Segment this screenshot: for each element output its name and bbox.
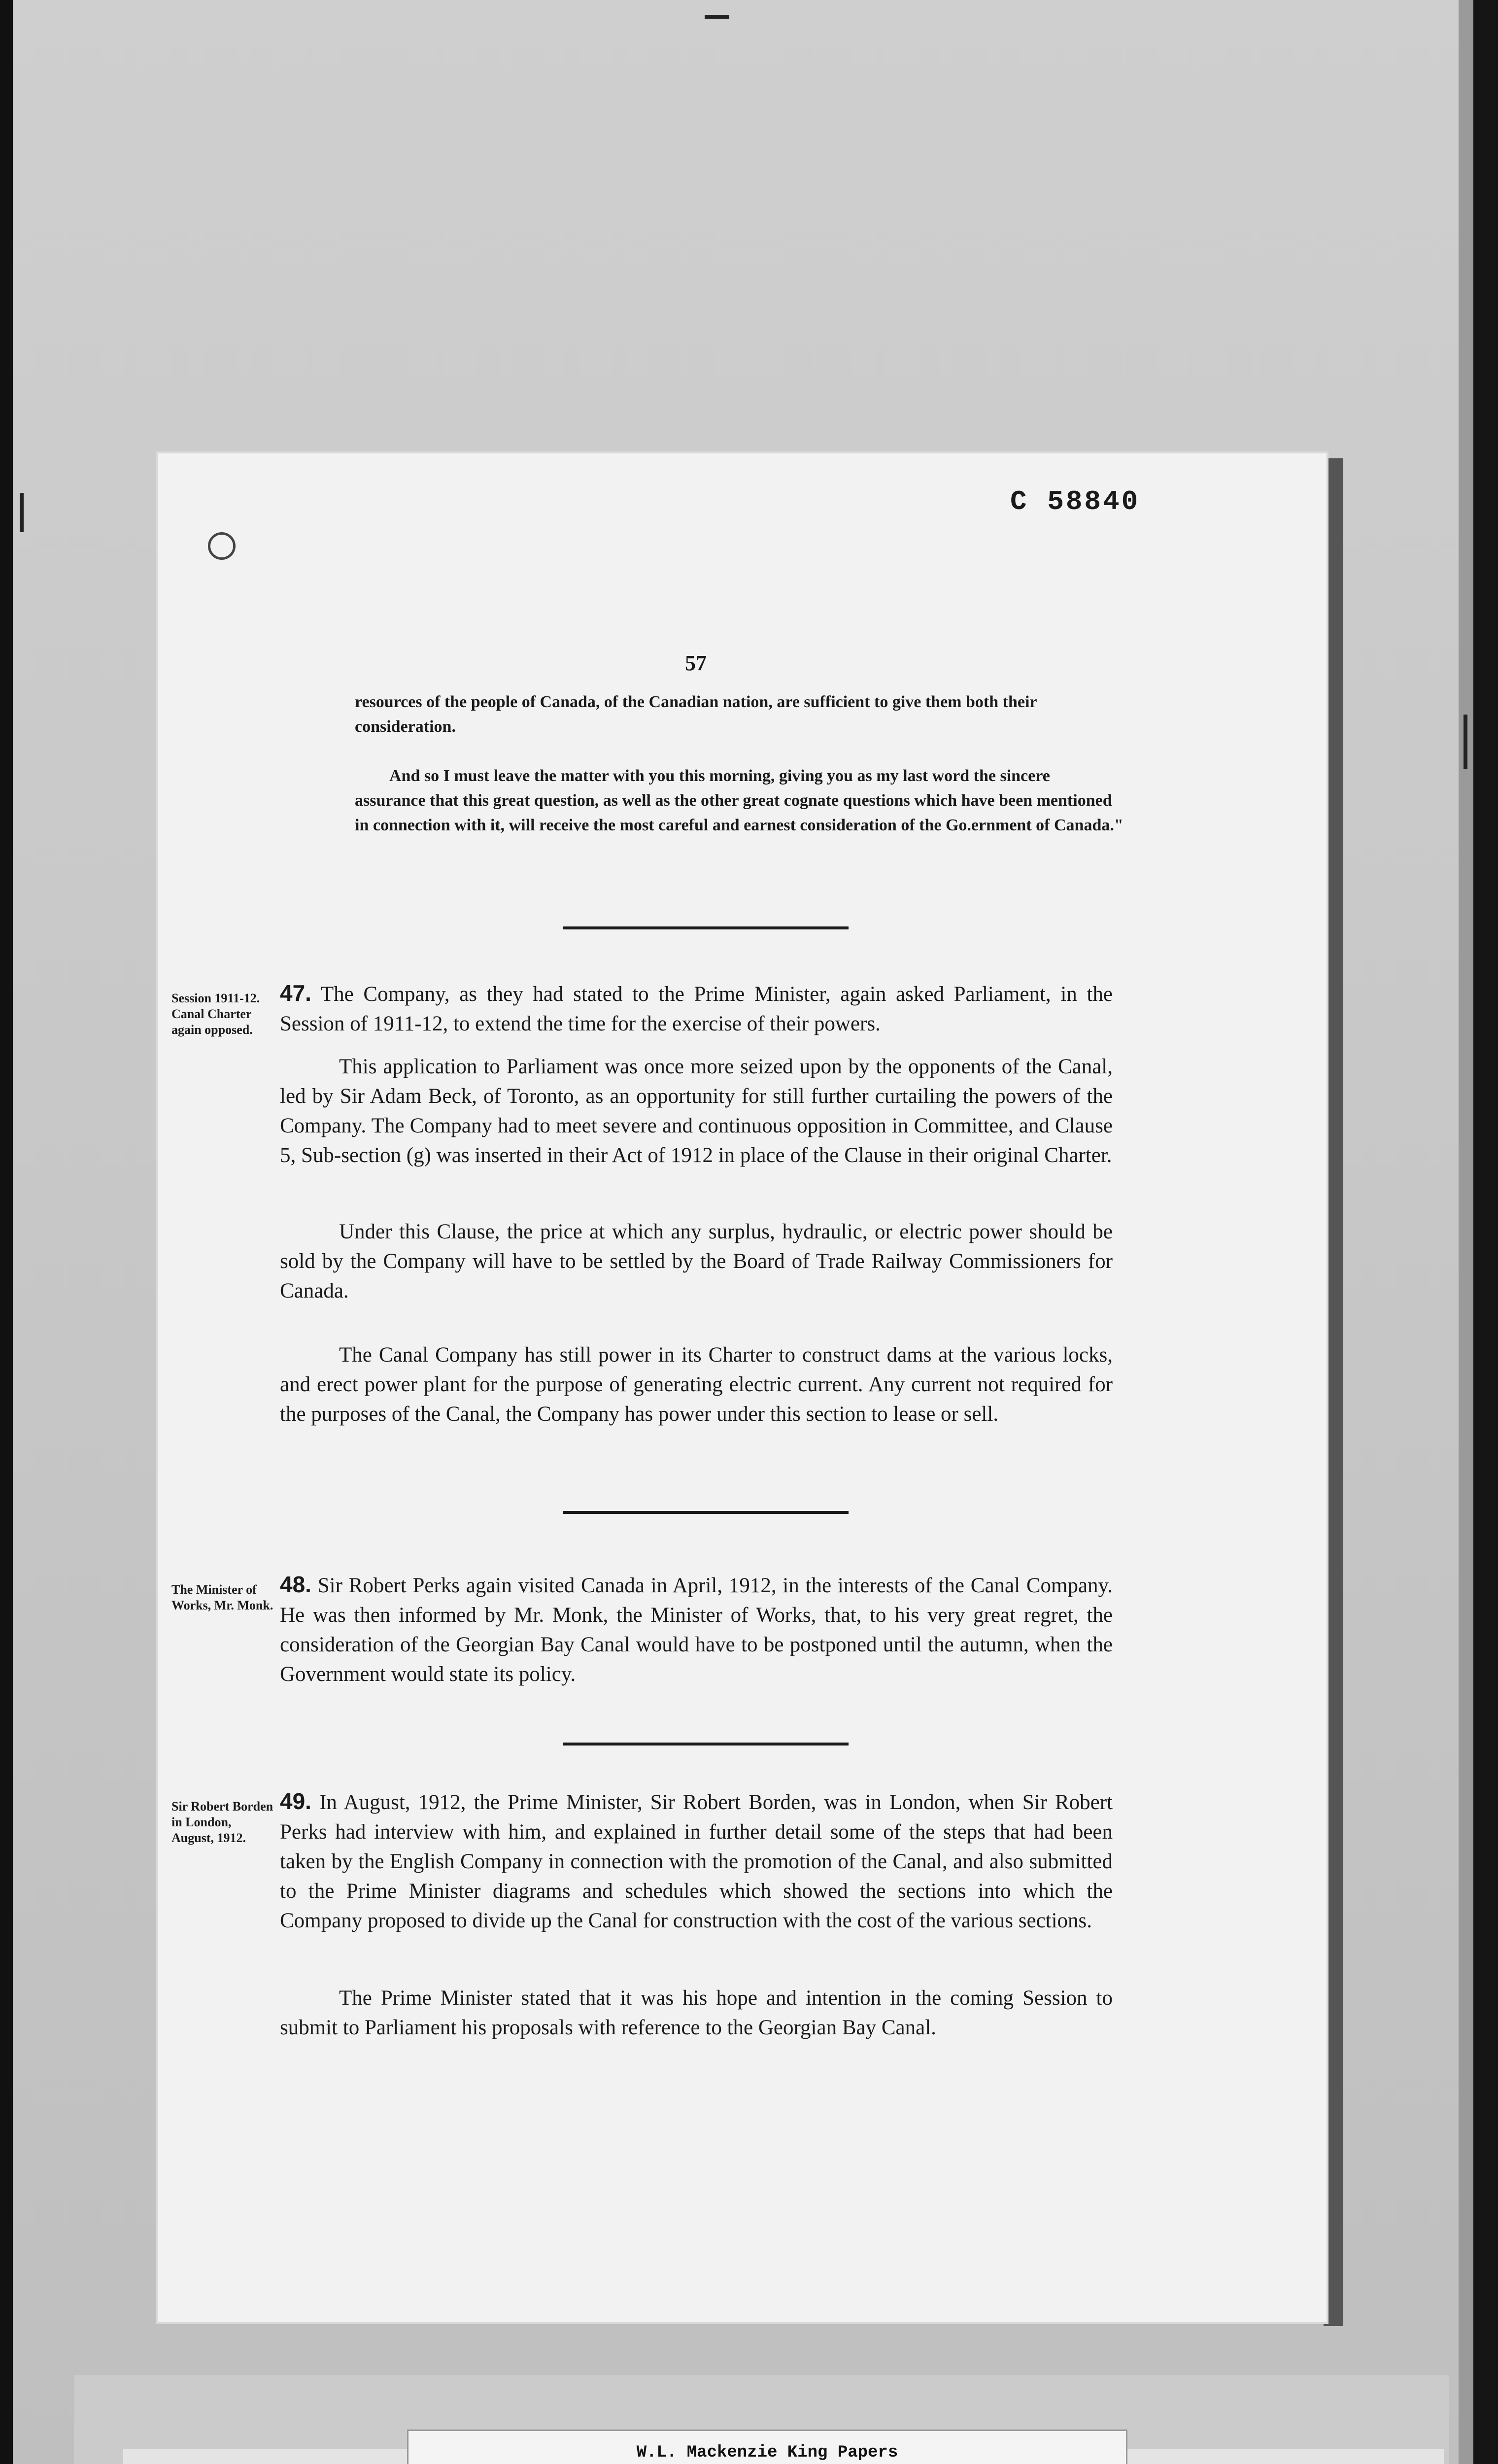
quote-line-2: And so I must leave the matter with you this morning, giving you as my last word the sincere assurance that this great question, as well as the other great cognate questions which have been mentioned in connection with it, will receive the most careful and earnest consideration of the Go.ernment of Canada." [355,767,1124,834]
paragraph: The Prime Minister stated that it was his hope and intention in the coming Session to submit to Parliament his proposals with reference to the Georgian Bay Canal. [280,1986,1113,2039]
section-49-p2 [280,1984,1113,2043]
film-edge-right-gray [1459,0,1473,2464]
margin-note-48: The Minister of Works, Mr. Monk. [171,1582,273,1612]
section-48 [280,1570,1113,1689]
paragraph: In August, 1912, the Prime Minister, Sir Robert Borden, was in London, when Sir Robert Perks had interview with him, and explained in further detail some of the steps that had been taken by the English Company in connection with the promotion of the Canal, and also submitted to the Prime Minister diagrams and schedules which showed the sections into which the Company proposed to divide up the Canal for construction with the cost of the various sections. [280,1791,1113,1932]
paragraph: The Company, as they had stated to the Prime Minister, again asked Parliament, in the Session of 1911-12, to extend the time for the exercise of their powers. [280,983,1113,1035]
quote-line-1: resources of the people of Canada, of the Canadian nation, are sufficient to give them both their consideration. [355,693,1037,736]
quote-block-2 [355,764,1124,838]
quote-block [355,690,1124,739]
film-edge-left [0,0,13,2464]
section-number: 48. [280,1572,311,1597]
section-divider [563,926,849,929]
reference-number: C 58840 [1010,486,1140,517]
archive-label [407,2430,1127,2464]
section-divider [563,1511,849,1514]
section-47 [280,978,1113,1039]
paragraph: The Canal Company has still power in its Charter to construct dams at the various locks, and erect power plant for the purpose of generating electric current. Any current not required for the purposes of the Canal, the Company has power under this section to lease or sell. [280,1343,1113,1426]
section-number: 47. [280,980,311,1006]
film-edge-right [1473,0,1498,2464]
section-47-p2 [280,1052,1113,1170]
film-mark [20,493,24,532]
film-mark [1464,715,1467,769]
archive-label-line-1: W.L. Mackenzie King Papers [636,2443,898,2462]
section-47-p4 [280,1340,1113,1429]
margin-note-47: Session 1911-12. Canal Charter again opposed. [171,991,260,1037]
margin-note-49: Sir Robert Borden in London, August, 1912. [171,1799,273,1845]
paragraph: Sir Robert Perks again visited Canada in April, 1912, in the interests of the Canal Company. He was then informed by Mr. Monk, the Minister of Works, that, to his very great regret, the consideration of the Georgian Bay Canal would have to be postponed until the autumn, when the Government would state its policy. [280,1574,1113,1686]
section-divider [563,1743,849,1745]
paragraph: Under this Clause, the price at which any surplus, hydraulic, or electric power should be sold by the Company will have to be settled by the Board of Trade Railway Commissioners for Canada. [280,1220,1113,1302]
paragraph: This application to Parliament was once more seized upon by the opponents of the Canal, led by Sir Adam Beck, of Toronto, as an opportunity for still further curtailing the powers of the Company. The Company had to meet severe and continuous opposition in Committee, and Clause 5, Sub-section (g) was inserted in their Act of 1912 in place of the Clause in their original Charter. [280,1055,1113,1167]
page-number: 57 [685,651,707,675]
section-47-p3 [280,1217,1113,1306]
section-49 [280,1786,1113,1936]
film-mark [705,15,729,19]
punch-hole [208,532,236,560]
section-number: 49. [280,1788,311,1814]
